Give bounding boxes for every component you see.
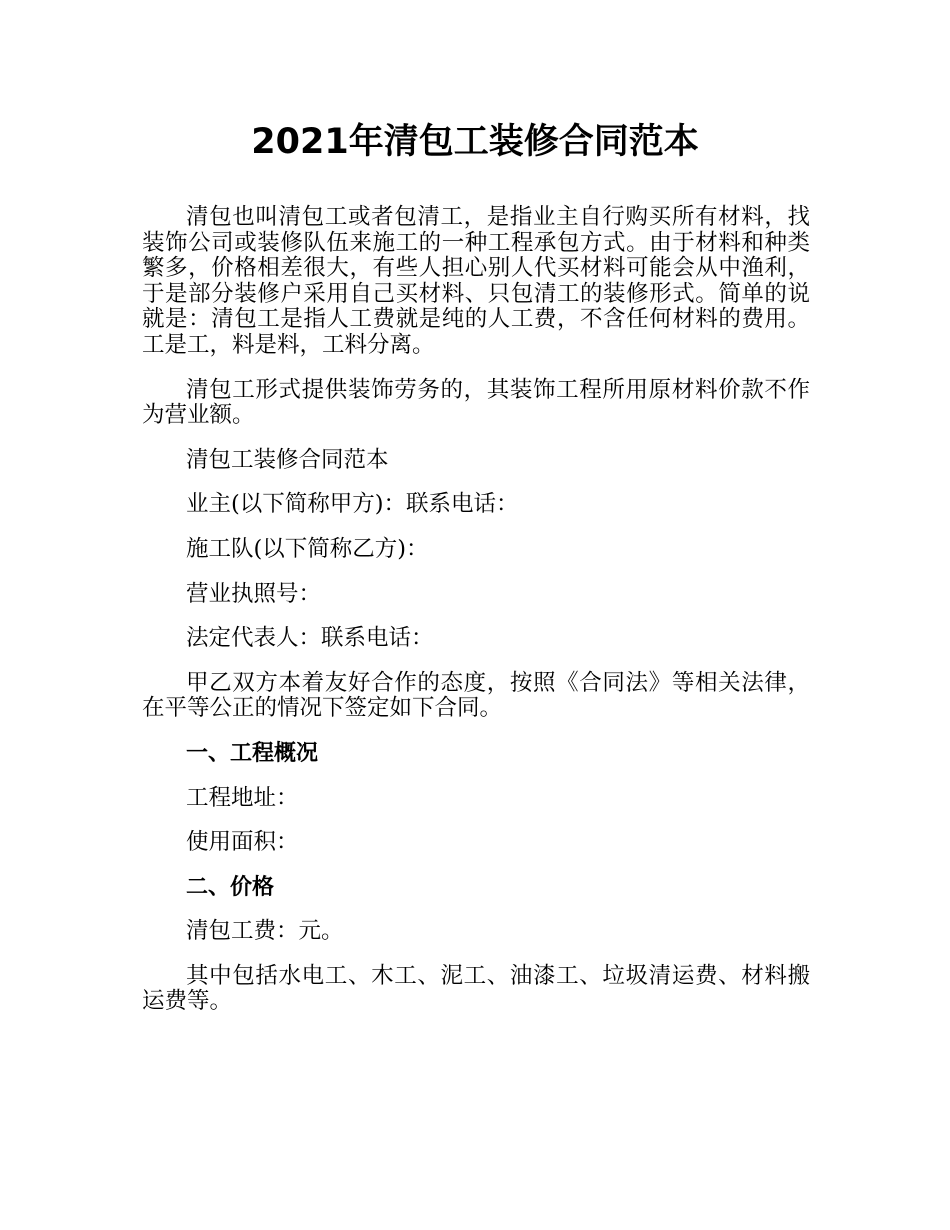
field-legal-representative: 法定代表人：联系电话： [186,625,434,652]
paragraph-fee-includes: 其中包括水电工、木工、泥工、油漆工、垃圾清运费、材料搬运费等。 [142,962,810,1015]
field-usable-area: 使用面积： [186,829,299,856]
paragraph-template-name: 清包工装修合同范本 [186,446,389,473]
field-business-license: 营业执照号： [186,580,322,607]
paragraph-intro: 清包也叫清包工或者包清工，是指业主自行购买所有材料，找装饰公司或装修队伍来施工的一种工程承包方式。由于材料和种类繁多，价格相差很大，有些人担心别人代买材料可能会从中渔利，于是部分装修户采用自己买材料、只包清工的装修形式。简单的说就是：清包工是指人工费就是纯的人工费，不含任何材料的费用。工是工，料是料，工料分离。 [142,204,810,358]
paragraph-tax-note: 清包工形式提供装饰劳务的，其装饰工程所用原材料价款不作为营业额。 [142,376,810,429]
field-labor-fee: 清包工费：元。 [186,918,344,945]
section-heading-price: 二、价格 [186,874,275,900]
field-construction-team: 施工队(以下简称乙方)： [186,535,429,562]
section-heading-project-overview: 一、工程概况 [186,740,319,766]
document-body [142,205,810,1034]
field-project-address: 工程地址： [186,784,299,811]
field-owner: 业主(以下简称甲方)：联系电话： [186,491,519,518]
paragraph-agreement: 甲乙双方本着友好合作的态度，按照《合同法》等相关法律，在平等公正的情况下签定如下合同。 [142,669,810,722]
document-title: 2021年清包工装修合同范本 [251,122,699,162]
